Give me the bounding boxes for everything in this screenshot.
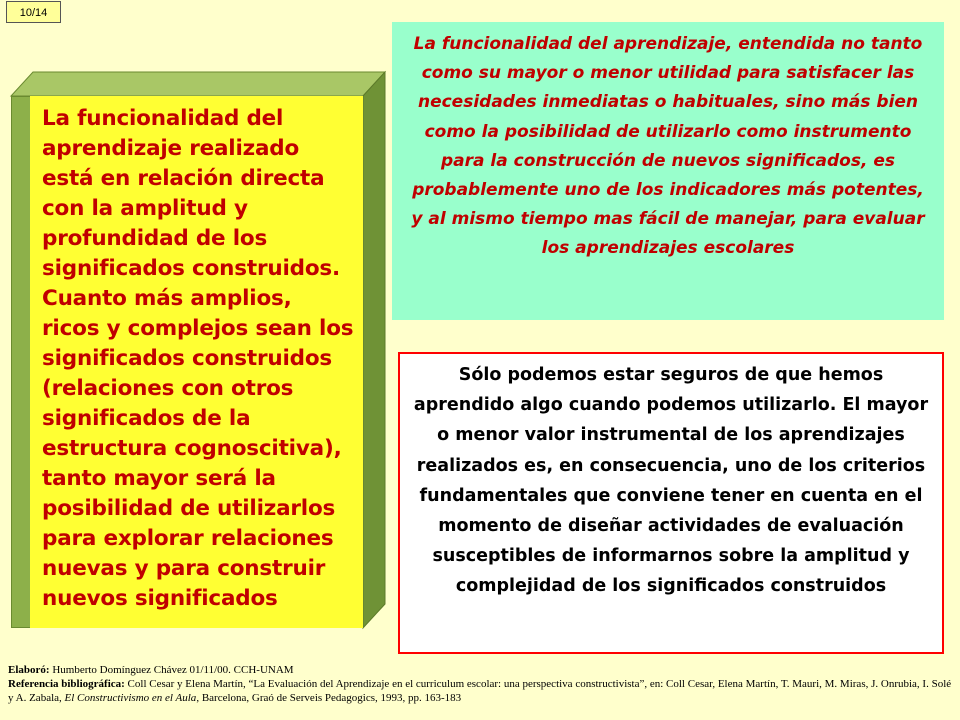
left-yellow-panel <box>30 96 363 628</box>
white-box-text: Sólo podemos estar seguros de que hemos aprendido algo cuando podemos utilizarlo. El mayor o menor valor instrumental de los aprendizajes realizados es, en consecuencia, uno de los criterios fundamentales que conviene tener en cuenta en el momento de diseñar actividades de evaluación susceptibles de informarnos sobre la amplitud y complejidad de los significados construidos <box>413 365 929 597</box>
aqua-quote-box <box>392 22 944 320</box>
footer-author-line <box>8 663 953 677</box>
slide-number-badge: 10/14 <box>6 1 61 23</box>
aqua-box-text: La funcionalidad del aprendizaje, entendida no tanto como su mayor o menor utilidad para satisfacer las necesidades inmediatas o habituales, sino más bien como la posibilidad de utilizarlo como instrumento para la construcción de nuevos significados, es probablemente uno de los indicadores más potentes, y al mismo tiempo mas fácil de manejar, para evaluar los aprendizajes escolares <box>411 34 925 259</box>
author-text: Humberto Domínguez Chávez 01/11/00. CCH-UNAM <box>49 664 294 676</box>
reference-label: Referencia bibliográfica: <box>8 678 125 690</box>
slab-side-face <box>363 72 385 628</box>
footer-reference <box>8 663 953 705</box>
white-bordered-box <box>398 352 944 654</box>
reference-text-part1: Coll Cesar y Elena Martín, “La Evaluación del Aprendizaje en el curriculum escolar: una perspectiva constructivista”, en: Coll Cesar, Elena Martín, T. Mauri, M. Miras, J. Onrubia, I. Solé y A. Zabala, <box>8 678 952 704</box>
slab-top-face <box>11 72 385 96</box>
author-label: Elaboró: <box>8 664 50 676</box>
footer-reference-line <box>8 677 953 705</box>
reference-book-title: El Constructivismo en el Aula <box>64 692 197 704</box>
left-panel-text: La funcionalidad del aprendizaje realizado está en relación directa con la amplitud y profundidad de los significados construidos. Cuanto más amplios, ricos y complejos sean los significados construidos (relaciones con otros significados de la estructura cognoscitiva), tanto mayor será la posibilidad de utilizarlos para explorar relaciones nuevas y para construir nuevos significados <box>42 106 354 611</box>
reference-text-part2: , Barcelona, Graó de Serveis Pedagogics, 1993, pp. 163-183 <box>196 692 462 704</box>
